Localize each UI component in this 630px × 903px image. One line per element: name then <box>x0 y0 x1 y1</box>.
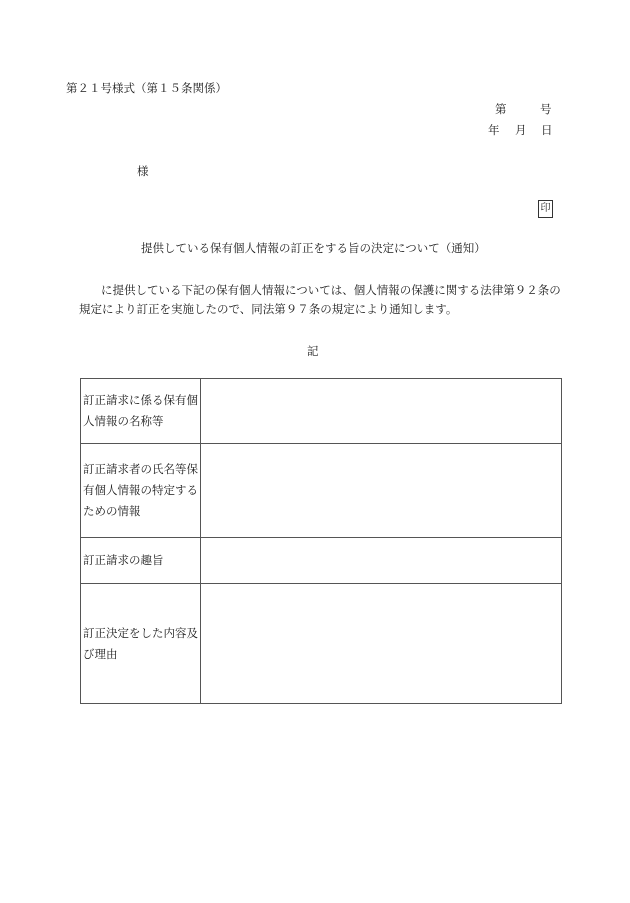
form-number: 第２１号様式（第１５条関係） <box>66 81 227 95</box>
doc-number-prefix: 第 <box>495 102 507 116</box>
date-day: 日 <box>541 123 553 137</box>
table-row <box>81 538 562 584</box>
addressee-suffix: 様 <box>137 164 149 178</box>
row-value[interactable] <box>201 444 562 538</box>
date-year: 年 <box>488 123 500 137</box>
row-value[interactable] <box>201 584 562 704</box>
row-value[interactable] <box>201 538 562 584</box>
doc-number-suffix: 号 <box>540 102 552 116</box>
items-table <box>80 378 562 704</box>
table-row <box>81 379 562 444</box>
body-text-line-1: に提供している下記の保有個人情報については、個人情報の保護に関する法律第９２条の <box>101 283 561 297</box>
date-month: 月 <box>515 123 527 137</box>
table-row <box>81 444 562 538</box>
row-value[interactable] <box>201 379 562 444</box>
document-title: 提供している保有個人情報の訂正をする旨の決定について（通知） <box>141 241 486 255</box>
row-label: 訂正請求者の氏名等保有個人情報の特定するための情報 <box>81 444 201 538</box>
row-label: 訂正請求に係る保有個人情報の名称等 <box>81 379 201 444</box>
body-text-line-2: 規定により訂正を実施したので、同法第９７条の規定により通知します。 <box>79 302 458 316</box>
ki-heading: 記 <box>307 344 319 358</box>
seal-mark: 印 <box>538 200 553 218</box>
row-label: 訂正請求の趣旨 <box>81 538 201 584</box>
row-label: 訂正決定をした内容及び理由 <box>81 584 201 704</box>
table-row <box>81 584 562 704</box>
